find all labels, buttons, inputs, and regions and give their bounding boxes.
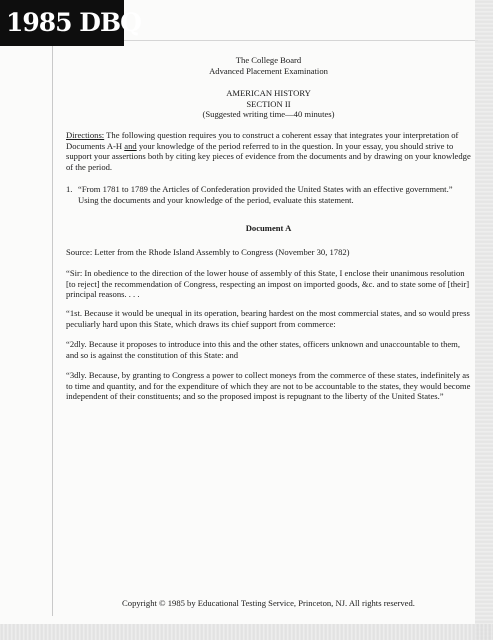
directions-block	[66, 130, 471, 173]
document-source: Source: Letter from the Rhode Island Assembly to Congress (November 30, 1782)	[66, 247, 350, 257]
question-number: 1.	[66, 184, 73, 194]
dbq-badge	[0, 0, 141, 46]
copyright-notice: Copyright © 1985 by Educational Testing Service, Princeton, NJ. All rights reserved.	[122, 598, 415, 608]
scan-edge-bottom	[0, 624, 493, 640]
dbq-badge-text: 1985 DBQ	[6, 8, 141, 37]
writing-time: (Suggested writing time—40 minutes)	[202, 109, 335, 120]
scan-edge-right	[475, 0, 493, 640]
document-paragraph: “Sir: In obedience to the direction of the lower house of assembly of this State, I enclose their unanimous resolution [to reject] the recommendation of Congress, respecting an impost on imported goods, &c. and to state some of [their] principal reasons. . . .	[66, 268, 470, 300]
section-number: SECTION II	[246, 98, 291, 109]
directions-and: and	[124, 140, 137, 151]
directions-text-1: The following question requires you to construct a coherent essay that integrates your interpretation of Documents A-H	[66, 130, 459, 151]
document-paragraph: “1st. Because it would be unequal in its operation, bearing hardest on the most commercial states, and so would press peculiarly hard upon this State, which draws its chief support from commerce:	[66, 308, 470, 329]
document-paragraph: “2dly. Because it proposes to introduce into this and the other states, officers unknown and unaccountable to them, and so is against the constitution of this State: and	[66, 339, 461, 360]
directions-label: Directions:	[66, 130, 105, 140]
section-heading	[66, 88, 471, 120]
exam-header	[66, 55, 471, 76]
header-line-2: Advanced Placement Examination	[209, 65, 328, 76]
directions-text-2: your knowledge of the period referred to in the question. In your essay, you should strive to support your assertions both by citing key pieces of evidence from the documents and by drawing on your knowledge of the period.	[66, 140, 471, 173]
document-title: Document A	[245, 223, 292, 233]
document-paragraph: “3dly. Because, by granting to Congress a power to collect moneys from the commerce of these states, indefinitely as to time and quantity, and for the expenditure of which they are not to be accountable to the states, they would become independent of their constituents; and so the proposed impost is repugnant to the liberty of the United States.”	[66, 370, 471, 402]
header-line-1: The College Board	[235, 55, 302, 65]
essay-question	[66, 184, 471, 205]
question-text: “From 1781 to 1789 the Articles of Confederation provided the United States with an effective government.” Using the documents and your knowledge of the period, evaluate this statement.	[78, 184, 453, 205]
subject-title: AMERICAN HISTORY	[226, 88, 311, 98]
